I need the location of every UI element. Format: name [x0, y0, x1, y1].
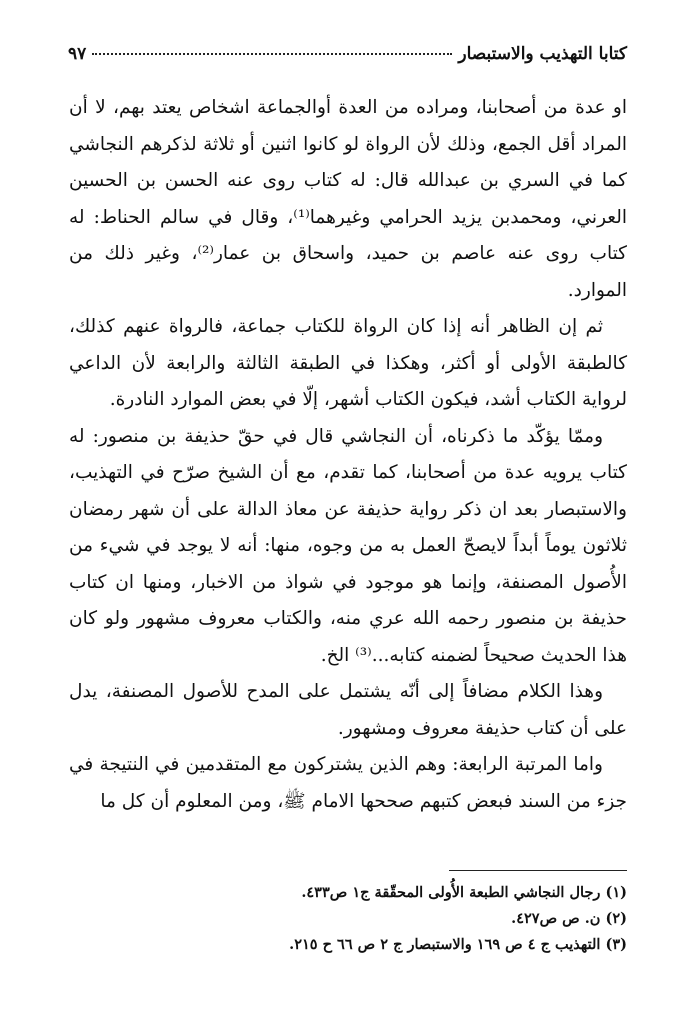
paragraph: وممّا يؤكّد ما ذكرناه، أن النجاشي قال في حقّ حذيفة بن منصور: له كتاب يرويه عدة من أصحابنا، كما تقدم، مع أن الشيخ صرّح في التهذيب، والاستبصار بعد ان ذكر رواية حذيفة عن معاذ الدالة على أن شهر رمضان ثلاثون يوماً أبداً لايصحّ العمل به من وجوه، منها: أنه لا يوجد في شيء من الأُصول المصنفة، وإنما هو موجود في شواذ من الاخبار، ومنها ان كتاب حذيفة بن منصور رحمه الله عري منه، والكتاب معروف مشهور ولو كان هذا الحديث صحيحاً لضمنه كتابه...⁽³⁾ الخ. — [69, 425, 627, 666]
paragraph: وهذا الكلام مضافاً إلى أنّه يشتمل على المدح للأصول المصنفة، يدل على أن كتاب حذيفة معروف ومشهور. — [69, 681, 627, 739]
footnote: (٢) ن. ص ص٤٢٧. — [511, 910, 627, 927]
page-number: ٩٧ — [68, 44, 87, 64]
paragraph: ثم إن الظاهر أنه إذا كان الرواة للكتاب جماعة، فالرواة عنهم كذلك، كالطبقة الأولى أو أكثر، وهكذا في الطبقة الثالثة والرابعة لأن الداعي لرواية الكتاب أشد، فيكون الكتاب أشهر، إلّا في بعض الموارد النادرة. — [69, 316, 627, 410]
running-head — [68, 44, 627, 70]
paragraph: او عدة من أصحابنا، ومراده من العدة أوالجماعة اشخاص يعتد بهم، لا أن المراد أقل الجمع، وذلك لأن الرواة لو كانوا اثنين أو ثلاثة لذكرهم النجاشي كما في السري بن عبدالله قال: له كتاب روى عنه الحسن بن الحسين العرني، ومحمدبن يزيد الحرامي وغيرهما⁽¹⁾، وقال في سالم الحناط: له كتاب روى عنه عاصم بن حميد، واسحاق بن عمار⁽²⁾، وغير ذلك من الموارد. — [69, 97, 627, 301]
footnote: (٣) التهذيب ج ٤ ص ١٦٩ والاستبصار ج ٢ ص ٦٦ ح ٢١٥. — [289, 936, 627, 953]
footnote-separator — [449, 870, 627, 871]
body-text — [69, 90, 627, 820]
running-head-title: كتابا التهذيب والاستبصار — [458, 44, 627, 64]
leader-dots — [92, 53, 452, 55]
paragraph: واما المرتبة الرابعة: وهم الذين يشتركون مع المتقدمين في النتيجة في جزء من السند فبعض كتبهم صححها الامام ﷺ، ومن المعلوم أن كل ما — [69, 754, 627, 812]
footnote: (١) رجال النجاشي الطبعة الأُولى المحقّقة ج١ ص٤٣٣. — [301, 884, 627, 901]
footnotes — [69, 880, 627, 958]
